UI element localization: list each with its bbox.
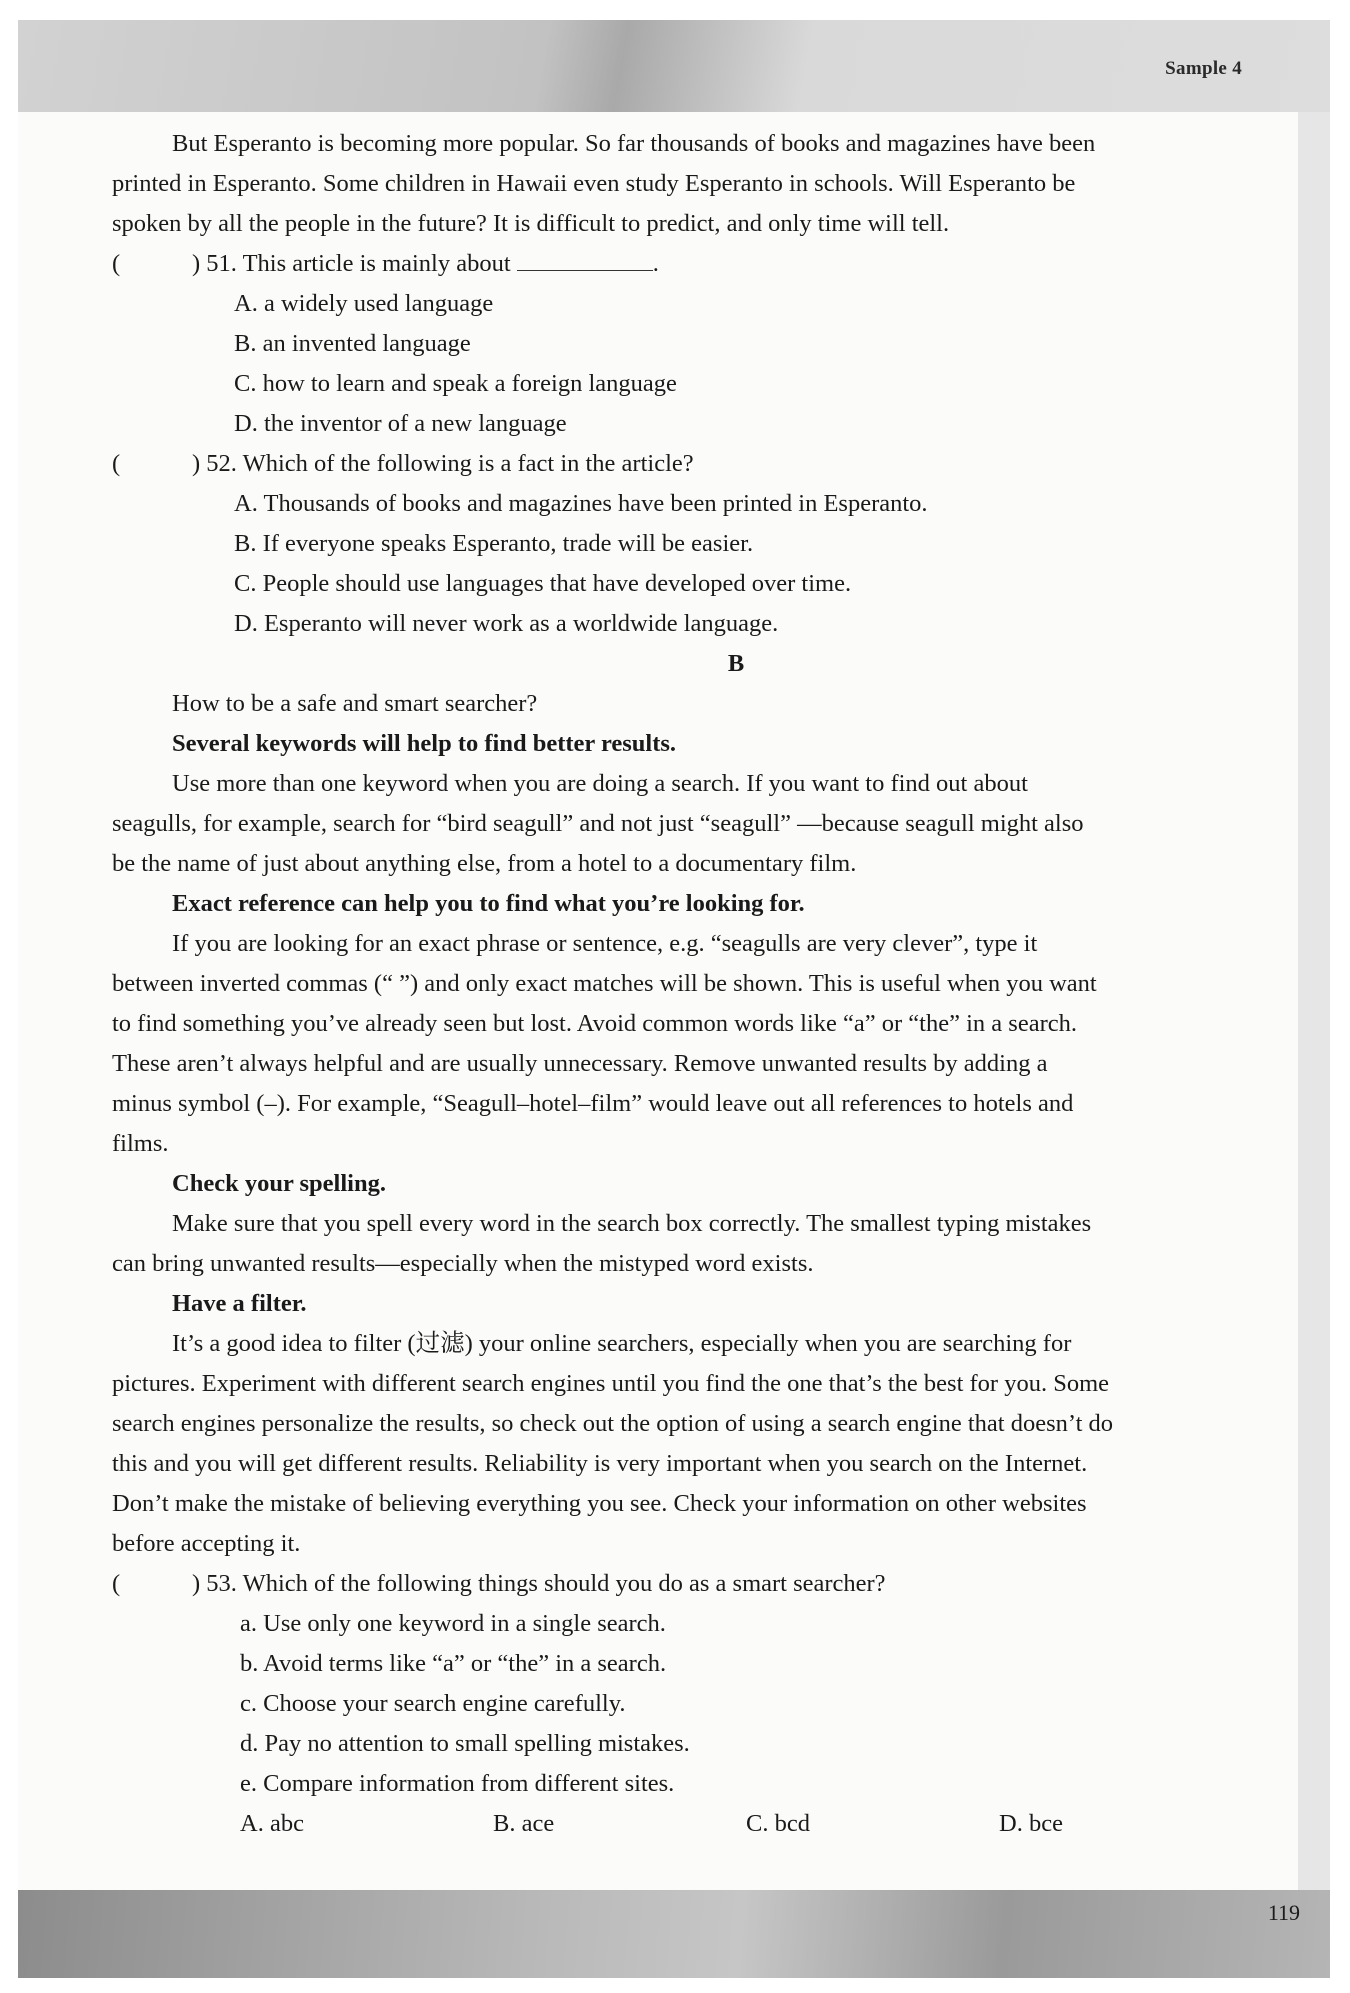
paragraph-filter: It’s a good idea to filter (过滤) your online searchers, especially when you are searching for pictures. Experiment with different search engines until you find the one that’s the best for you. Some search engines personalize the results, so check out the option of using a search engine that doesn’t do this and you will get different results. Reliability is very important when you search on the Internet. Don’t make the mistake of believing everything you see. Check your information on other websites before accepting it. <box>112 1330 1114 1557</box>
question-53 <box>112 1564 1252 1604</box>
option-b: B. If everyone speaks Esperanto, trade will be easier. <box>234 530 754 557</box>
question-51: ( ) 51. This article is mainly about . <box>112 244 1252 284</box>
question-stem: ) 52. Which of the following is a fact in the article? <box>192 450 694 477</box>
option-a: A. a widely used language <box>234 290 494 317</box>
option-c: C. People should use languages that have developed over time. <box>234 570 852 597</box>
paragraph-exact-reference: If you are looking for an exact phrase or sentence, e.g. “seagulls are very clever”, type it between inverted commas (“ ”) and only exact matches will be shown. This is useful when you want to find something you’ve already seen but lost. Avoid common words like “a” or “the” in a search. These aren’t always helpful and are usually unnecessary. Remove unwanted results by adding a minus symbol (–). For example, “Seagull–hotel–film” would leave out all references to hotels and films. <box>112 930 1097 1157</box>
choice-d: D. bce <box>999 1810 1063 1837</box>
subheading-keywords: Several keywords will help to find better results. <box>172 730 677 757</box>
statement-c: c. Choose your search engine carefully. <box>240 1690 626 1717</box>
question-52 <box>112 444 1252 484</box>
choice-a: A. abc <box>240 1810 304 1837</box>
bottom-margin-band <box>18 1890 1330 1978</box>
statement-a: a. Use only one keyword in a single search. <box>240 1610 666 1637</box>
page-content <box>112 124 1252 1844</box>
option-d: D. Esperanto will never work as a worldwide language. <box>234 610 779 637</box>
answer-paren[interactable]: ( <box>112 450 121 477</box>
page-number: 119 <box>1267 1900 1300 1925</box>
answer-choices <box>112 1804 1252 1844</box>
passage-title: How to be a safe and smart searcher? <box>172 690 538 717</box>
running-head: Sample 4 <box>1165 58 1242 79</box>
choice-c: C. bcd <box>746 1810 810 1837</box>
answer-paren[interactable]: ( <box>112 1570 121 1597</box>
paragraph-keywords: Use more than one keyword when you are doing a search. If you want to find out about seagulls, for example, search for “bird seagull” and not just “seagull” —because seagull might also be the name of just about anything else, from a hotel to a documentary film. <box>112 770 1084 877</box>
option-b: B. an invented language <box>234 330 471 357</box>
option-a: A. Thousands of books and magazines have been printed in Esperanto. <box>234 490 928 517</box>
option-c: C. how to learn and speak a foreign language <box>234 370 677 397</box>
paragraph-spelling: Make sure that you spell every word in the search box correctly. The smallest typing mistakes can bring unwanted results—especially when the mistyped word exists. <box>112 1210 1092 1277</box>
subheading-filter: Have a filter. <box>172 1290 307 1317</box>
subheading-exact-reference: Exact reference can help you to find what you’re looking for. <box>172 890 805 917</box>
choice-b: B. ace <box>493 1810 555 1837</box>
option-d: D. the inventor of a new language <box>234 410 567 437</box>
question-stem: ) 51. This article is mainly about <box>192 250 511 277</box>
statement-e: e. Compare information from different sites. <box>240 1770 675 1797</box>
intro-paragraph: But Esperanto is becoming more popular. So far thousands of books and magazines have been printed in Esperanto. Some children in Hawaii even study Esperanto in schools. Will Esperanto be spoken by all the people in the future? It is difficult to predict, and only time will tell. <box>112 130 1096 237</box>
answer-blank <box>517 248 653 271</box>
statement-d: d. Pay no attention to small spelling mistakes. <box>240 1730 690 1757</box>
subheading-spelling: Check your spelling. <box>172 1170 386 1197</box>
section-label-b: B <box>727 650 745 677</box>
answer-paren[interactable]: ( <box>112 250 121 277</box>
top-margin-band <box>18 20 1330 112</box>
statement-b: b. Avoid terms like “a” or “the” in a search. <box>240 1650 667 1677</box>
question-stem: ) 53. Which of the following things should you do as a smart searcher? <box>192 1570 886 1597</box>
